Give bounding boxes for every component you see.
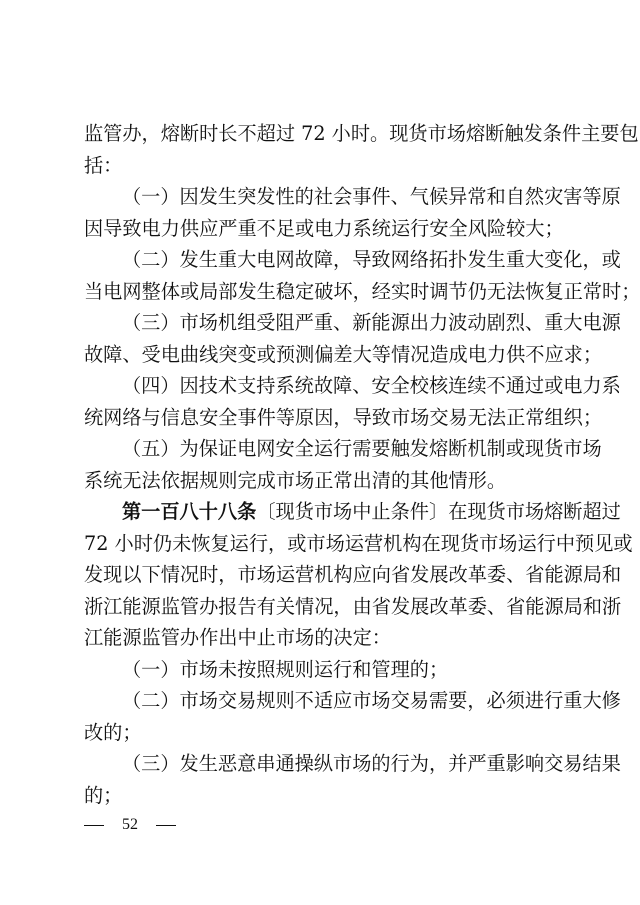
- page-footer: [84, 815, 176, 835]
- article-text: 在现货市场熔断超过: [448, 500, 621, 523]
- text-line: 统网络与信息安全事件等原因，导致市场交易无法正常组织；: [84, 405, 603, 429]
- text-line: 改的；: [84, 720, 142, 744]
- list-item: （二）市场交易规则不适应市场交易需要，必须进行重大修: [122, 689, 621, 712]
- list-item: （三）发生恶意串通操纵市场的行为，并严重影响交易结果: [122, 752, 621, 775]
- list-item: （二）发生重大电网故障，导致网络拓扑发生重大变化，或: [122, 248, 621, 271]
- text-line: 72 小时仍未恢复运行，或市场运营机构在现货市场运行中预见或: [84, 531, 633, 555]
- article-title: 〔现货市场中止条件〕: [256, 500, 449, 523]
- text-line: 故障、受电曲线突变或预测偏差大等情况造成电力供不应求；: [84, 342, 603, 366]
- text-line: 括：: [84, 153, 123, 177]
- text-line: 发现以下情况时，市场运营机构应向省发展改革委、省能源局和: [84, 563, 622, 586]
- list-item: （一）因发生突发性的社会事件、气候异常和自然灾害等原: [122, 185, 621, 208]
- article-paragraph-first-line: [122, 495, 621, 529]
- article-heading: 第一百八十八条: [122, 500, 257, 523]
- text-line: 系统无法依据规则完成市场正常出清的其他情形。: [84, 468, 507, 492]
- list-item: （三）市场机组受阻严重、新能源出力波动剧烈、重大电源: [122, 311, 621, 334]
- text-line: 监管办，熔断时长不超过 72 小时。现货市场熔断触发条件主要包: [84, 122, 639, 145]
- text-line: 的；: [84, 783, 123, 807]
- text-line: 因导致电力供应严重不足或电力系统运行安全风险较大；: [84, 216, 564, 240]
- list-item: （四）因技术支持系统故障、安全校核连续不通过或电力系: [122, 374, 621, 397]
- text-line: 当电网整体或局部发生稳定破坏，经实时调节仍无法恢复正常时；: [84, 279, 640, 303]
- footer-dash-right: [156, 825, 176, 826]
- page-number: 52: [122, 816, 138, 833]
- text-line: 浙江能源监管办报告有关情况，由省发展改革委、省能源局和浙: [84, 594, 622, 618]
- list-item: （五）为保证电网安全运行需要触发熔断机制或现货市场: [122, 437, 602, 460]
- list-item: （一）市场未按照规则运行和管理的；: [122, 657, 449, 681]
- footer-dash-left: [84, 825, 104, 826]
- text-line: 江能源监管办作出中止市场的决定：: [84, 626, 391, 649]
